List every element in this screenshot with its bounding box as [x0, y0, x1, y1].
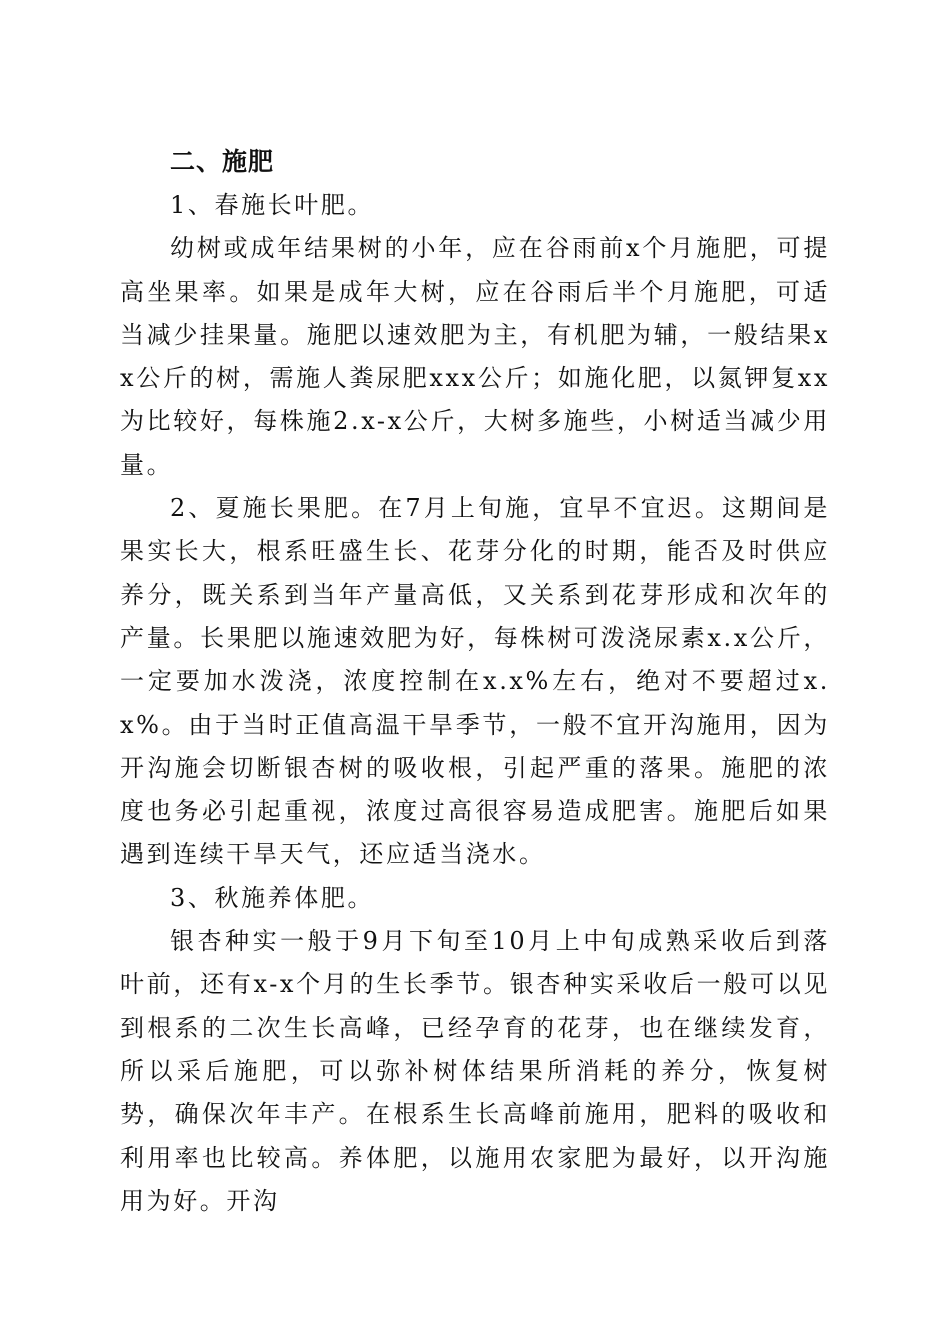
paragraph-autumn-title: 3、秋施养体肥。 — [170, 883, 375, 912]
paragraph-spring-body: 幼树或成年结果树的小年，应在谷雨前x个月施肥，可提高坐果率。如果是成年大树，应在谷雨后半个月施肥，可适当减少挂果量。施肥以速效肥为主，有机肥为辅，一般结果xx公斤的树，需施人粪尿肥xxx公斤；如施化肥，以氮钾复xx为比较好，每株施2.x-x公斤，大树多施些，小树适当减少用量。 — [120, 234, 830, 479]
section-heading: 二、施肥 — [170, 147, 275, 176]
paragraph-spring-title: 1、春施长叶肥。 — [170, 191, 375, 219]
paragraph-summer: 2、夏施长果肥。在7月上旬施，宜早不宜迟。这期间是果实长大，根系旺盛生长、花芽分化的时期，能否及时供应养分，既关系到当年产量高低，又关系到花芽形成和次年的产量。长果肥以施速效肥为好，每株树可泼浇尿素x.x公斤，一定要加水泼浇，浓度控制在x.x%左右，绝对不要超过x.x%。由于当时正值高温干旱季节，一般不宜开沟施用，因为开沟施会切断银杏树的吸收根，引起严重的落果。施肥的浓度也务必引起重视，浓度过高很容易造成肥害。施肥后如果遇到连续干旱天气，还应适当浇水。 — [120, 494, 830, 869]
document-page — [120, 140, 830, 1220]
paragraph-autumn-body: 银杏种实一般于9月下旬至10月上中旬成熟采收后到落叶前，还有x-x个月的生长季节。银杏种实采收后一般可以见到根系的二次生长高峰，已经孕育的花芽，也在继续发育，所以采后施肥，可以弥补树体结果所消耗的养分，恢复树势，确保次年丰产。在根系生长高峰前施用，肥料的吸收和利用率也比较高。养体肥，以施用农家肥为最好，以开沟施用为好。开沟 — [120, 927, 830, 1215]
